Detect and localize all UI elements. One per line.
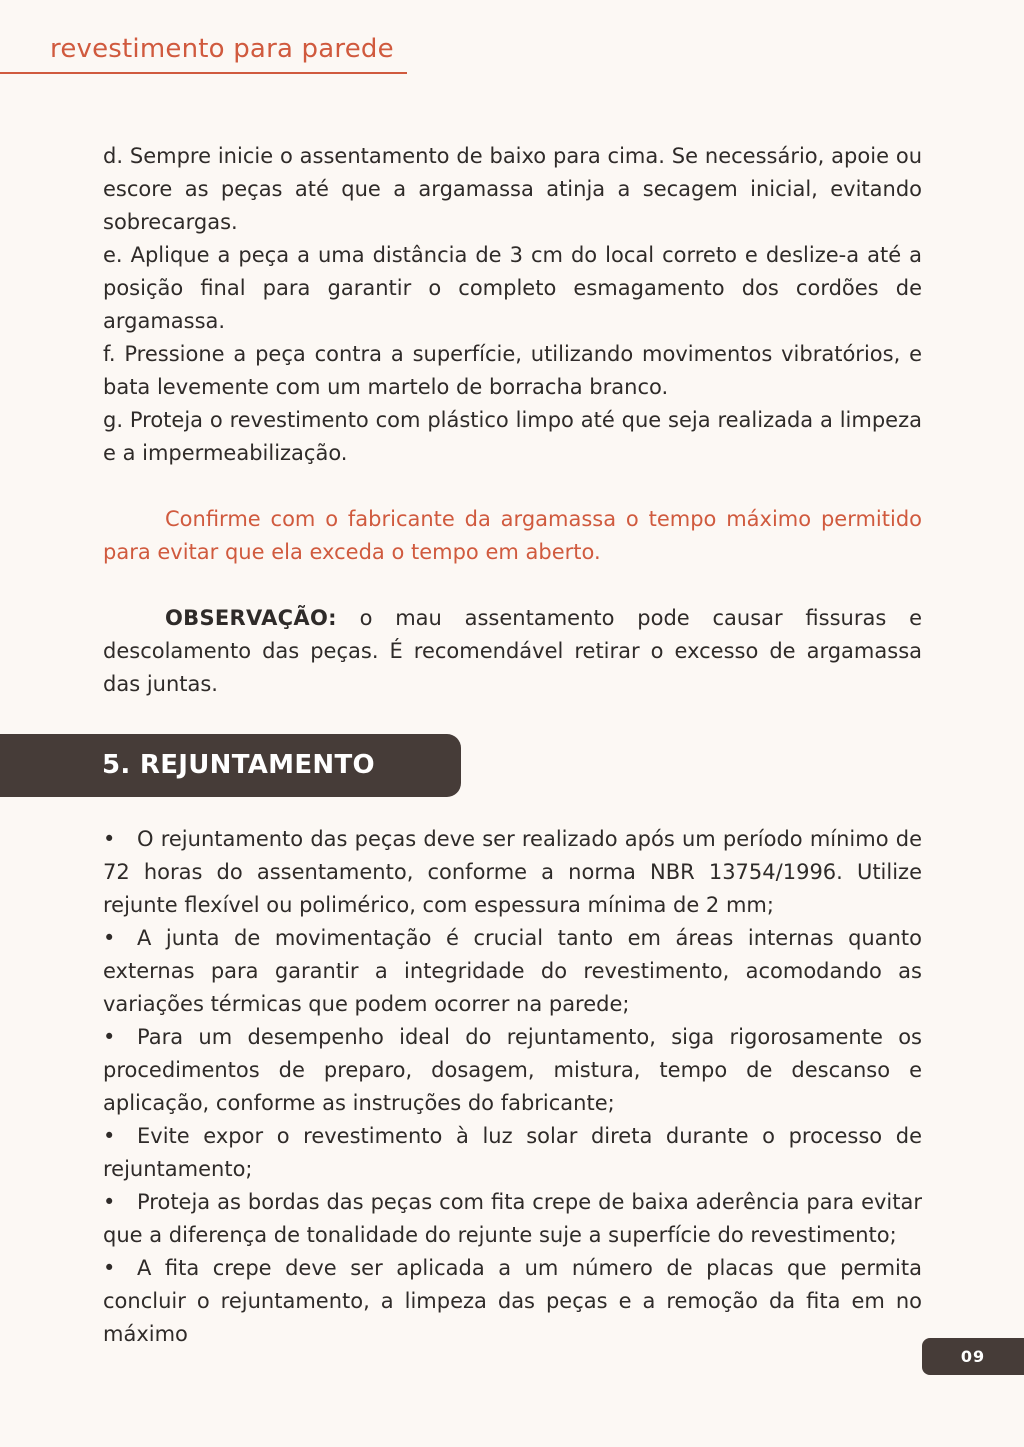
observation-label: OBSERVAÇÃO: <box>165 606 337 630</box>
step-item: d. Sempre inicie o assentamento de baixo para cima. Se necessário, apoie ou escore as peças até que a argamassa atinja a secagem inicial, evitando sobrecargas. <box>103 144 922 234</box>
bullet-icon: • <box>103 1124 116 1148</box>
bullet-text: O rejuntamento das peças deve ser realizado após um período mínimo de 72 horas do assentamento, conforme a norma NBR 13754/1996. Utilize rejunte flexível ou polimérico, com espessura mínima de 2 mm; <box>103 827 922 917</box>
bullet-list <box>103 823 922 1351</box>
bullet-item <box>103 1252 922 1351</box>
bullet-text: A fita crepe deve ser aplicada a um número de placas que permita concluir o rejuntamento, a limpeza das peças e a remoção da fita em no máximo <box>103 1256 922 1346</box>
note-text: Confirme com o fabricante da argamassa o tempo máximo permitido para evitar que ela exceda o tempo em aberto. <box>103 507 922 564</box>
bullet-icon: • <box>103 1025 116 1049</box>
bullet-item <box>103 1186 922 1252</box>
steps-list <box>103 140 922 470</box>
header-title: revestimento para parede <box>50 34 394 64</box>
step-item: g. Proteja o revestimento com plástico limpo até que seja realizada a limpeza e a impermeabilização. <box>103 408 922 465</box>
bullet-item <box>103 823 922 922</box>
section-title: 5. REJUNTAMENTO <box>102 750 375 780</box>
bullet-item <box>103 922 922 1021</box>
bullet-icon: • <box>103 827 116 851</box>
bullet-text: A junta de movimentação é crucial tanto em áreas internas quanto externas para garantir a integridade do revestimento, acomodando as variações térmicas que podem ocorrer na parede; <box>103 926 922 1016</box>
header-rule <box>0 72 407 74</box>
bullet-text: Para um desempenho ideal do rejuntamento, siga rigorosamente os procedimentos de preparo, dosagem, mistura, tempo de descanso e aplicação, conforme as instruções do fabricante; <box>103 1025 922 1115</box>
observation-block <box>103 602 922 701</box>
bullet-text: Evite expor o revestimento à luz solar direta durante o processo de rejuntamento; <box>103 1124 922 1181</box>
note-block <box>103 503 922 569</box>
bullet-icon: • <box>103 926 116 950</box>
section-header <box>0 734 461 797</box>
observation-paragraph <box>103 602 922 701</box>
step-item: f. Pressione a peça contra a superfície, utilizando movimentos vibratórios, e bata levemente com um martelo de borracha branco. <box>103 342 922 399</box>
bullet-icon: • <box>103 1256 116 1280</box>
bullet-text: Proteja as bordas das peças com fita crepe de baixa aderência para evitar que a diferença de tonalidade do rejunte suje a superfície do revestimento; <box>103 1190 922 1247</box>
step-item: e. Aplique a peça a uma distância de 3 cm do local correto e deslize-a até a posição final para garantir o completo esmagamento dos cordões de argamassa. <box>103 243 922 333</box>
observation-text: o mau assentamento pode causar fissuras e descolamento das peças. É recomendável retirar o excesso de argamassa das juntas. <box>103 606 922 696</box>
bullet-icon: • <box>103 1190 116 1214</box>
bullet-item <box>103 1021 922 1120</box>
page-number: 09 <box>922 1338 1024 1375</box>
bullet-item <box>103 1120 922 1186</box>
